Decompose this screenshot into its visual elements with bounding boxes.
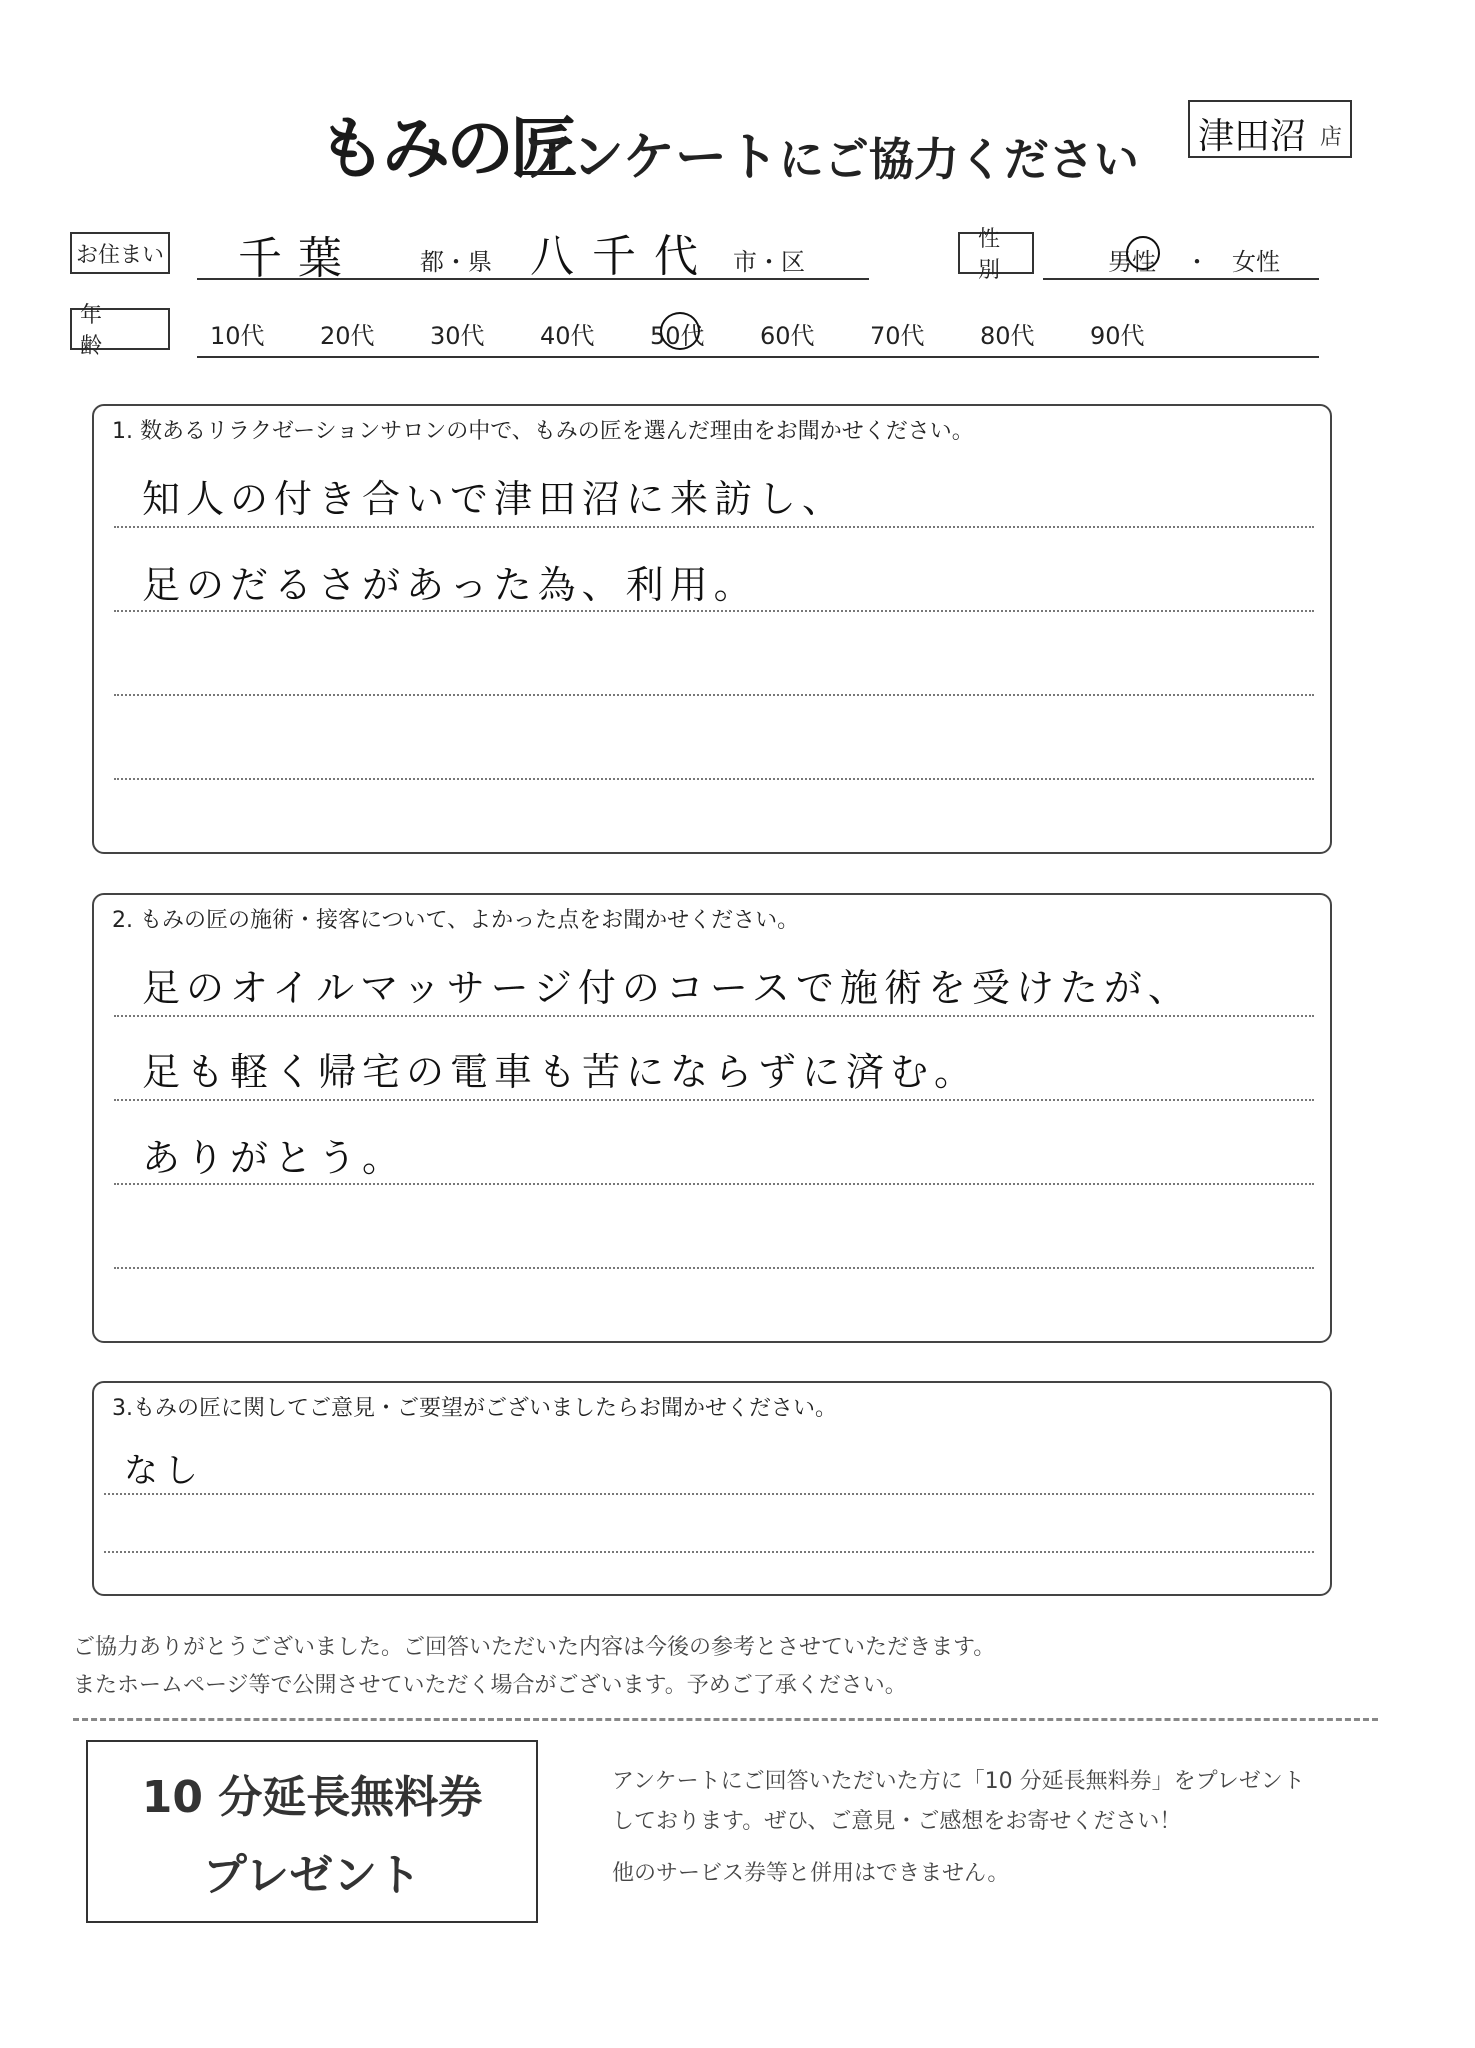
answer-line (114, 610, 1314, 612)
gender-label: 性別 (958, 232, 1034, 274)
age-option-70[interactable]: 70代 (870, 322, 925, 350)
store-field[interactable] (1188, 100, 1352, 158)
age-label (70, 303, 170, 359)
publication-note: またホームページ等で公開させていただく場合がございます。予めご了承ください。 (73, 1673, 907, 1698)
answer-line (104, 1551, 1314, 1553)
age-option-80[interactable]: 80代 (980, 322, 1035, 350)
shiku-label: 市・区 (733, 248, 805, 276)
answer-line (114, 1183, 1314, 1185)
gender-separator: ・ (1185, 248, 1209, 276)
answer-line (114, 526, 1314, 528)
coupon-title: 10 分延長無料券 (141, 1771, 483, 1823)
answer-line (114, 694, 1314, 696)
answer-2-line-3[interactable]: ありがとう。 (142, 1136, 407, 1180)
gender-option-female[interactable]: 女性 (1232, 248, 1280, 276)
gender-underline (1043, 278, 1319, 280)
age-selection-circle (660, 312, 700, 350)
prefecture-value[interactable]: 千葉 (238, 233, 358, 284)
question-3-text: 3.もみの匠に関してご意見・ご要望がございましたらお聞かせください。 (112, 1396, 837, 1421)
age-option-40[interactable]: 40代 (540, 322, 595, 350)
age-underline (197, 356, 1319, 358)
coupon-box (86, 1740, 538, 1923)
city-value[interactable]: 八千代 (530, 231, 716, 282)
answer-1-line-1[interactable]: 知人の付き合いで津田沼に来訪し、 (142, 477, 847, 521)
brand-logo: もみの匠 (318, 109, 575, 189)
gender-selection-circle (1126, 236, 1160, 270)
promo-line-3: 他のサービス券等と併用はできません。 (612, 1861, 1010, 1886)
title-prefix: アンケート (522, 128, 779, 188)
question-2-box (92, 893, 1332, 1343)
question-3-box (92, 1381, 1332, 1596)
thanks-note: ご協力ありがとうございました。ご回答いただいた内容は今後の参考とさせていただきます。 (73, 1635, 996, 1660)
todoken-label: 都・県 (420, 248, 492, 276)
question-1-text: 1. 数あるリラクゼーションサロンの中で、もみの匠を選んだ理由をお聞かせください。 (112, 419, 974, 444)
store-name-value: 津田沼 (1198, 116, 1307, 157)
answer-2-line-2[interactable]: 足も軽く帰宅の電車も苦にならずに済む。 (142, 1050, 979, 1094)
answer-line (114, 778, 1314, 780)
question-2-text: 2. もみの匠の施術・接客について、よかった点をお聞かせください。 (112, 908, 800, 933)
answer-line (114, 1099, 1314, 1101)
question-1-box (92, 404, 1332, 854)
promo-line-1: アンケートにご回答いただいた方に「10 分延長無料券」をプレゼント (612, 1769, 1305, 1794)
answer-line (114, 1267, 1314, 1269)
page-title (522, 115, 1139, 190)
age-option-30[interactable]: 30代 (430, 322, 485, 350)
cut-line (73, 1718, 1378, 1721)
age-option-10[interactable]: 10代 (210, 322, 265, 350)
age-option-50[interactable]: 50代 (650, 322, 705, 350)
age-option-90[interactable]: 90代 (1090, 322, 1145, 350)
answer-1-line-2[interactable]: 足のだるさがあった為、利用。 (142, 563, 758, 607)
promo-line-2: しております。ぜひ、ご意見・ご感想をお寄せください！ (612, 1809, 1182, 1834)
gender-option-male[interactable]: 男性 (1108, 248, 1156, 276)
title-suffix: にご協力ください (778, 133, 1139, 186)
answer-line (114, 1015, 1314, 1017)
coupon-subtitle: プレゼント (202, 1849, 422, 1901)
residence-label: お住まい (70, 232, 170, 274)
answer-line (104, 1493, 1314, 1495)
store-suffix: 店 (1319, 125, 1342, 150)
age-option-20[interactable]: 20代 (320, 322, 375, 350)
age-label-text: 年齢 (80, 303, 143, 359)
age-option-60[interactable]: 60代 (760, 322, 815, 350)
answer-3-line-1[interactable]: なし (124, 1451, 204, 1491)
answer-2-line-1[interactable]: 足のオイルマッサージ付のコースで施術を受けたが、 (142, 966, 1192, 1010)
